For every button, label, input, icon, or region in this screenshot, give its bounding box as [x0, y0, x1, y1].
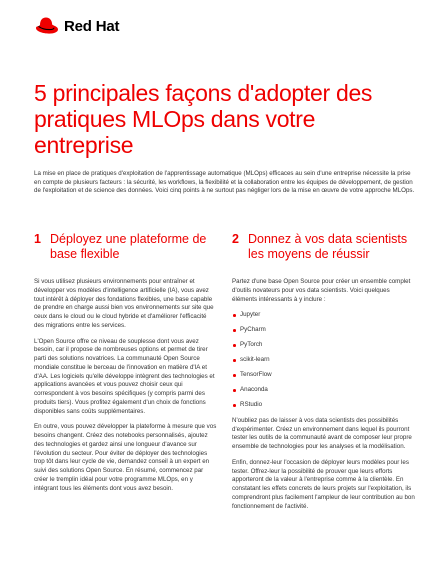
section-paragraph: Enfin, donnez-leur l'occasion de déployer leurs modèles pour les tester. Offrez-leur la possibilité de prouver que leurs efforts apporteront de la valeur à l'entreprise comme à la clientèle. En constatant les effets concrets de leurs projets sur l'exploitation, ils comprendront plus facilement l'ampleur de leur contribution au bon fonctionnement de l'activité.	[232, 458, 415, 510]
section-title: Donnez à vos data scientists les moyens de réussir	[248, 232, 408, 261]
brand-logo	[34, 16, 119, 36]
page-title: 5 principales façons d'adopter des pratiques MLOps dans votre entreprise	[34, 80, 373, 158]
list-item: Anaconda	[232, 386, 416, 395]
section-paragraph: En outre, vous pouvez développer la plateforme à mesure que vos besoins changent. Créez des notebooks personnalisés, ajoutez des technologies et gardez ainsi une longueur d'avance sur l'évolution du secteur. Pour éviter de déployer des technologies trop tôt dans leur cycle de vie, demandez conseil à un expert en suivi des solutions Open Source. En résumé, commencez par créer le tremplin idéal pour votre programme MLOps, en y intégrant tous les éléments dont vous avez besoin.	[34, 423, 217, 492]
list-item: RStudio	[232, 401, 416, 410]
list-item: scikit-learn	[232, 356, 416, 365]
brand-name: Red Hat	[64, 17, 120, 35]
section-paragraph: N'oubliez pas de laisser à vos data scientists des possibilités d'expérimenter. Créez un environnement dans lequel ils pourront tester les outils de la communauté avant de composer leur propre ensemble de technologies pour les analyses et la modélisation.	[232, 416, 412, 450]
section-heading	[232, 232, 416, 262]
section-paragraph: Partez d'une base Open Source pour créer un ensemble complet d'outils novateurs pour vos data scientists. Voici quelques éléments intéressants à y inclure :	[232, 278, 411, 303]
section-paragraph: L'Open Source offre ce niveau de souplesse dont vous avez besoin, car il propose de nombreuses options et permet de tirer parti des solutions novatrices. La communauté Open Source mondiale constitue le berceau de l'innovation en matière d'IA et d'AA. Les logiciels qu'elle développe intègrent des technologies et applications avancées et vous pouvez choisir ceux qui correspondent à vos besoins spécifiques (y compris parmi des produits tiers). Vous profitez également d'un choix de fonctions disponibles sans coûts supplémentaires.	[34, 337, 215, 415]
section-paragraph: Si vous utilisez plusieurs environnements pour entraîner et développer vos modèles d'intelligence artificielle (IA), vous avez tout intérêt à déployer des fondations flexibles, une base capable de prendre en charge aussi bien vos environnements sur site que ceux dans le cloud ou le cloud hybride et d'améliorer l'efficacité des migrations entre les services.	[34, 278, 214, 329]
section-title: Déployez une plateforme de base flexible	[50, 232, 207, 261]
section-data-scientists	[232, 232, 416, 518]
section-number: 2	[232, 232, 239, 246]
intro-paragraph: La mise en place de pratiques d'exploitation de l'apprentissage automatique (MLOps) efficaces au sein d'une entreprise nécessite la prise en compte de plusieurs facteurs : la sécurité, les workflows, la flexibilité et la collaboration entre les équipes de développement, de gestion de l'exploitation et de science des données. Voici cinq points à ne surtout pas négliger lors de la mise en œuvre de votre approche MLOps.	[34, 170, 415, 195]
list-item: Jupyter	[232, 311, 416, 320]
list-item: TensorFlow	[232, 371, 416, 380]
red-hat-icon	[34, 16, 60, 36]
section-flexible-platform	[34, 232, 218, 500]
list-item: PyCharm	[232, 326, 416, 335]
tools-list	[232, 311, 416, 410]
section-number: 1	[34, 232, 41, 246]
list-item: PyTorch	[232, 341, 416, 350]
section-heading	[34, 232, 218, 262]
